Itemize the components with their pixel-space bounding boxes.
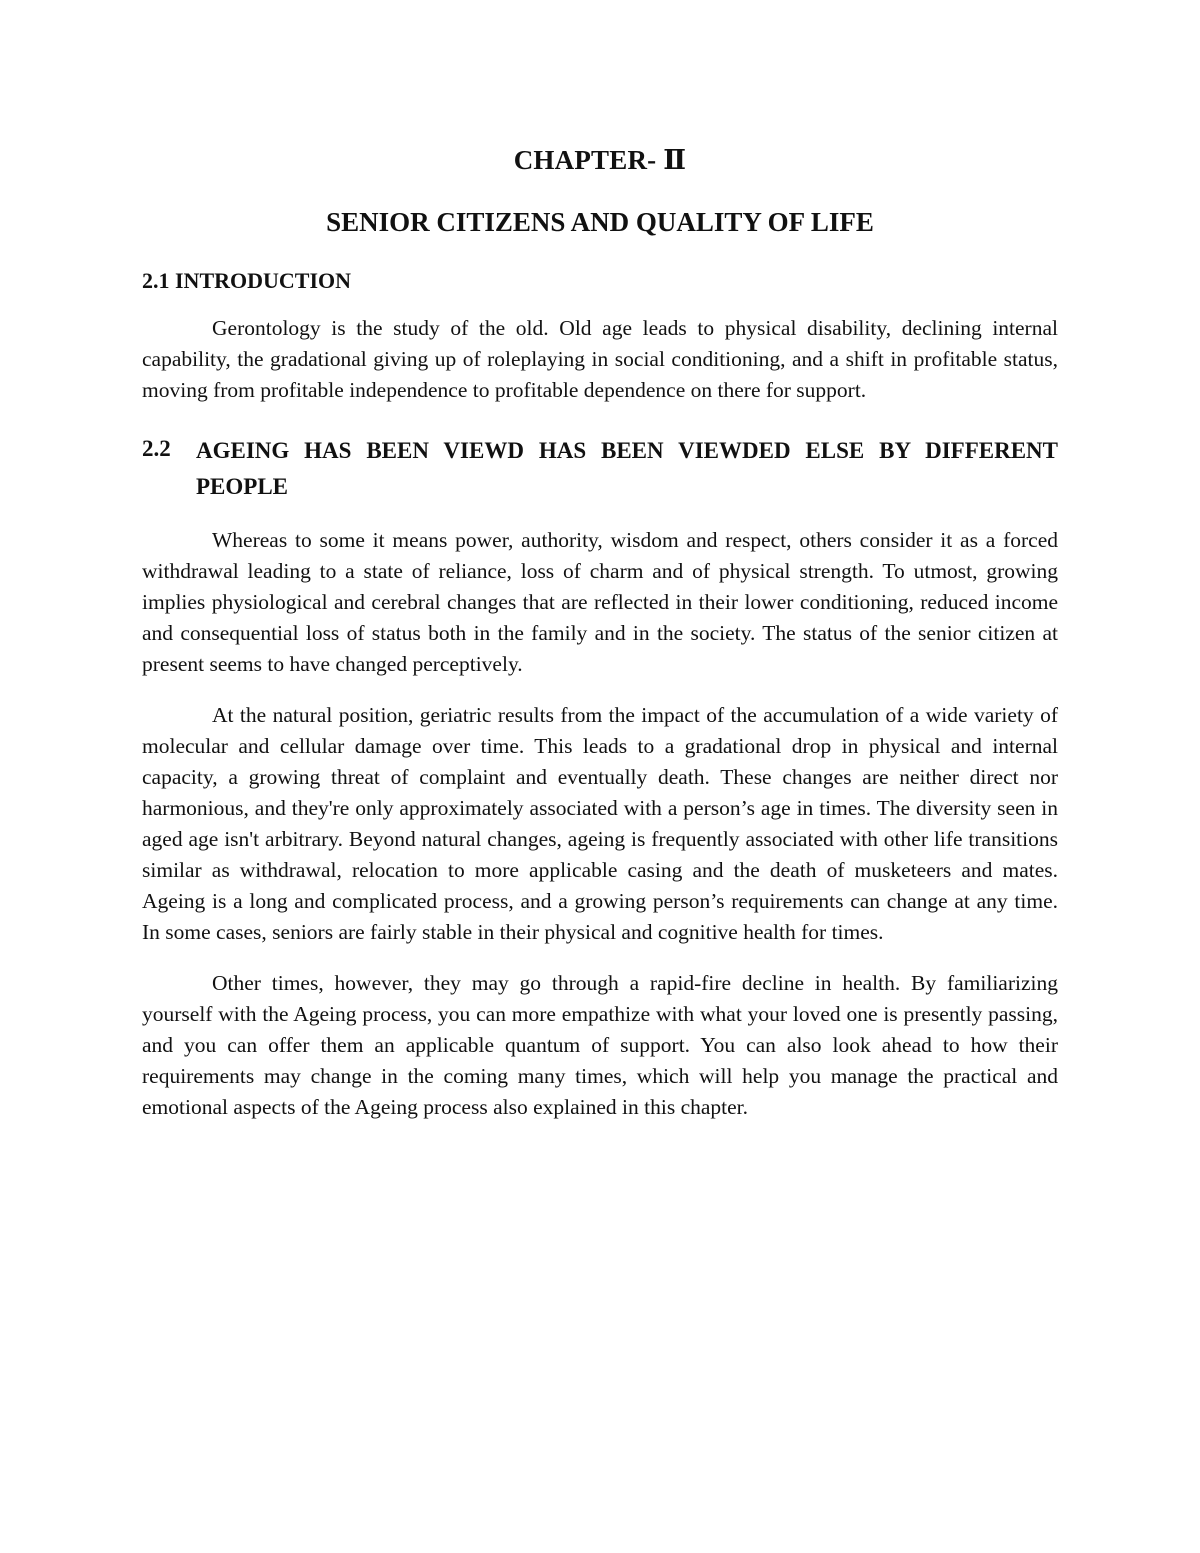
ageing-paragraph-3: Other times, however, they may go through a rapid-fire decline in health. By familiarizing yourself with the Ageing process, you can more empathize with what your loved one is presently passing, and you can offer them an applicable quantum of support. You can also look ahead to how their requirements may change in the coming many times, which will help you manage the practical and emotional aspects of the Ageing process also explained in this chapter. <box>142 971 1058 1119</box>
introduction-paragraph: Gerontology is the study of the old. Old age leads to physical disability, declining internal capability, the gradational giving up of roleplaying in social conditioning, and a shift in profitable status, moving from profitable independence to profitable dependence on there for support. <box>142 316 1058 402</box>
ageing-paragraph-2: At the natural position, geriatric results from the impact of the accumulation of a wide variety of molecular and cellular damage over time. This leads to a gradational drop in physical and internal capacity, a growing threat of complaint and eventually death. These changes are neither direct nor harmonious, and they're only approximately associated with a person’s age in times. The diversity seen in aged age isn't arbitrary. Beyond natural changes, ageing is frequently associated with other life transitions similar as withdrawal, relocation to more applicable casing and the death of musketeers and mates. Ageing is a long and complicated process, and a growing person’s requirements can change at any time. In some cases, seniors are fairly stable in their physical and cognitive health for times. <box>142 703 1058 944</box>
section-heading-ageing <box>142 433 1058 505</box>
section-heading-text: AGEING HAS BEEN VIEWD HAS BEEN VIEWDED ELSE BY DIFFERENT PEOPLE <box>196 438 1058 499</box>
document-content <box>142 140 1058 1123</box>
section-number: 2.2 <box>142 436 171 461</box>
ageing-paragraph-1: Whereas to some it means power, authority, wisdom and respect, others consider it as a forced withdrawal leading to a state of reliance, loss of charm and of physical strength. To utmost, growing implies physiological and cerebral changes that are reflected in their lower conditioning, reduced income and consequential loss of status both in the family and in the society. The status of the senior citizen at present seems to have changed perceptively. <box>142 528 1058 676</box>
section-heading-introduction: 2.1 INTRODUCTION <box>142 268 352 293</box>
chapter-subtitle: SENIOR CITIZENS AND QUALITY OF LIFE <box>326 207 874 237</box>
chapter-title: CHAPTER- Ⅱ <box>513 145 687 175</box>
